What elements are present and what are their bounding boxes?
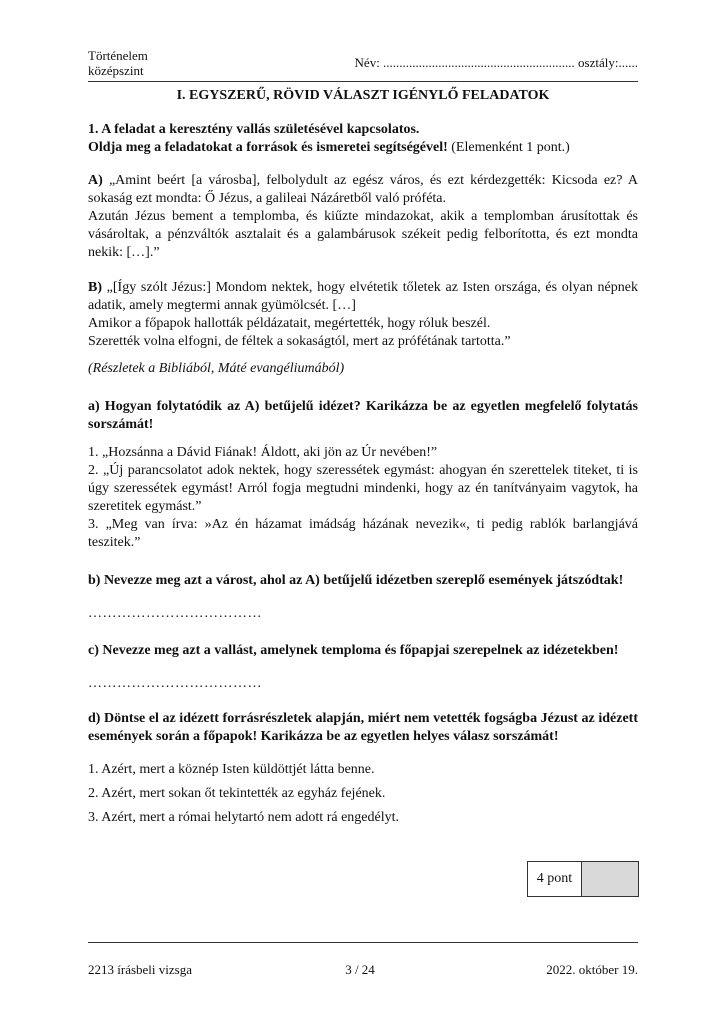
source-a-label: A) [88, 173, 103, 188]
source-b-paragraph-2: Amikor a főpapok hallották példázatait, megértették, hogy róluk beszél. [88, 316, 491, 331]
question-a: a) Hogyan folytatódik az A) betűjelű idézet? Karikázza be az egyetlen megfelelő folytatás sorszámát! [88, 399, 638, 432]
question-d-option-1[interactable]: 1. Azért, mert a köznép Isten küldöttjét látta benne. [88, 762, 375, 777]
footer-date: 2022. október 19. [546, 962, 638, 977]
source-b-paragraph-1: „[Így szólt Jézus:] Mondom nektek, hogy elvétetik tőletek az Isten országa, és olyan népnek adatik, amely megtermi annak gyümölcsét. […] [88, 280, 638, 313]
subject-label [88, 48, 148, 78]
header-divider [88, 81, 638, 82]
section-title: I. EGYSZERŰ, RÖVID VÁLASZT IGÉNYLŐ FELADATOK [176, 88, 550, 103]
source-b-paragraph-3: Szerették volna elfogni, de féltek a sokaságtól, mert az prófétának tartotta.” [88, 334, 511, 349]
points-label: 4 pont [528, 862, 582, 896]
task-intro [88, 121, 638, 157]
question-c: c) Nevezze meg azt a vallást, amelynek temploma és főpapjai szerepelnek az idézetekben! [88, 643, 619, 658]
name-class-field: Név: ........................................................... osztály:...... [354, 55, 638, 70]
task-line-1: 1. A feladat a keresztény vallás születésével kapcsolatos. [88, 122, 420, 137]
source-b [88, 279, 638, 351]
question-d: d) Döntse el az idézett forrásrészletek alapján, miért nem vetették fogságba Jézust az idézett események során a főpapok! Karikázza be az egyetlen helyes válasz sorszámát! [88, 711, 638, 744]
question-a-option-3[interactable]: 3. „Meg van írva: »Az én házamat imádság házának nevezik«, ti pedig rablók barlangjává teszitek.” [88, 517, 638, 550]
source-a-paragraph-1: „Amint beért [a városba], felbolydult az egész város, és ezt kérdezgették: Kicsoda ez? A sokaság ezt mondta: Ő Jézus, a galileai Názáretből való próféta. [88, 173, 638, 206]
question-b-answer-line[interactable]: ……………………………… [88, 606, 262, 621]
footer-exam-code: 2213 írásbeli vizsga [88, 962, 192, 977]
source-a [88, 172, 638, 262]
source-a-paragraph-2: Azután Jézus bement a templomba, és kiűzte mindazokat, akik a templomban árusítottak és vásároltak, a pénzváltók asztalait és a galambárusok székeit pedig felborította, és ezt mondta nekik: […].” [88, 209, 638, 260]
question-c-answer-line[interactable]: ……………………………… [88, 676, 262, 691]
question-d-option-2[interactable]: 2. Azért, mert sokan őt tekintették az egyház fejének. [88, 786, 386, 801]
source-citation: (Részletek a Bibliából, Máté evangéliumából) [88, 361, 345, 376]
footer-divider [88, 942, 638, 943]
question-a-option-2[interactable]: 2. „Új parancsolatot adok nektek, hogy szeressétek egymást: ahogyan én szerettelek titeket, ti is úgy szeressétek egymást! Arról fogja megtudni mindenki, hogy az én tanítványaim vagytok, ha szeretitek egymást.” [88, 463, 638, 514]
question-a-option-1[interactable]: 1. „Hozsánna a Dávid Fiának! Áldott, aki jön az Úr nevében!” [88, 445, 438, 460]
subject-line-2: középszint [88, 63, 144, 78]
question-b: b) Nevezze meg azt a várost, ahol az A) betűjelű idézetben szereplő események játszódtak! [88, 573, 624, 588]
source-b-label: B) [88, 280, 102, 295]
question-d-options [88, 758, 638, 830]
points-score-cell [582, 862, 638, 896]
task-line-2-normal: (Elemenként 1 pont.) [447, 140, 570, 155]
question-a-options [88, 444, 638, 552]
task-line-2-bold: Oldja meg a feladatokat a források és ismeretei segítségével! [88, 140, 448, 155]
points-box [527, 861, 639, 897]
subject-line-1: Történelem [88, 48, 148, 63]
question-d-option-3[interactable]: 3. Azért, mert a római helytartó nem adott rá engedélyt. [88, 810, 399, 825]
footer-page-number: 3 / 24 [345, 962, 375, 977]
